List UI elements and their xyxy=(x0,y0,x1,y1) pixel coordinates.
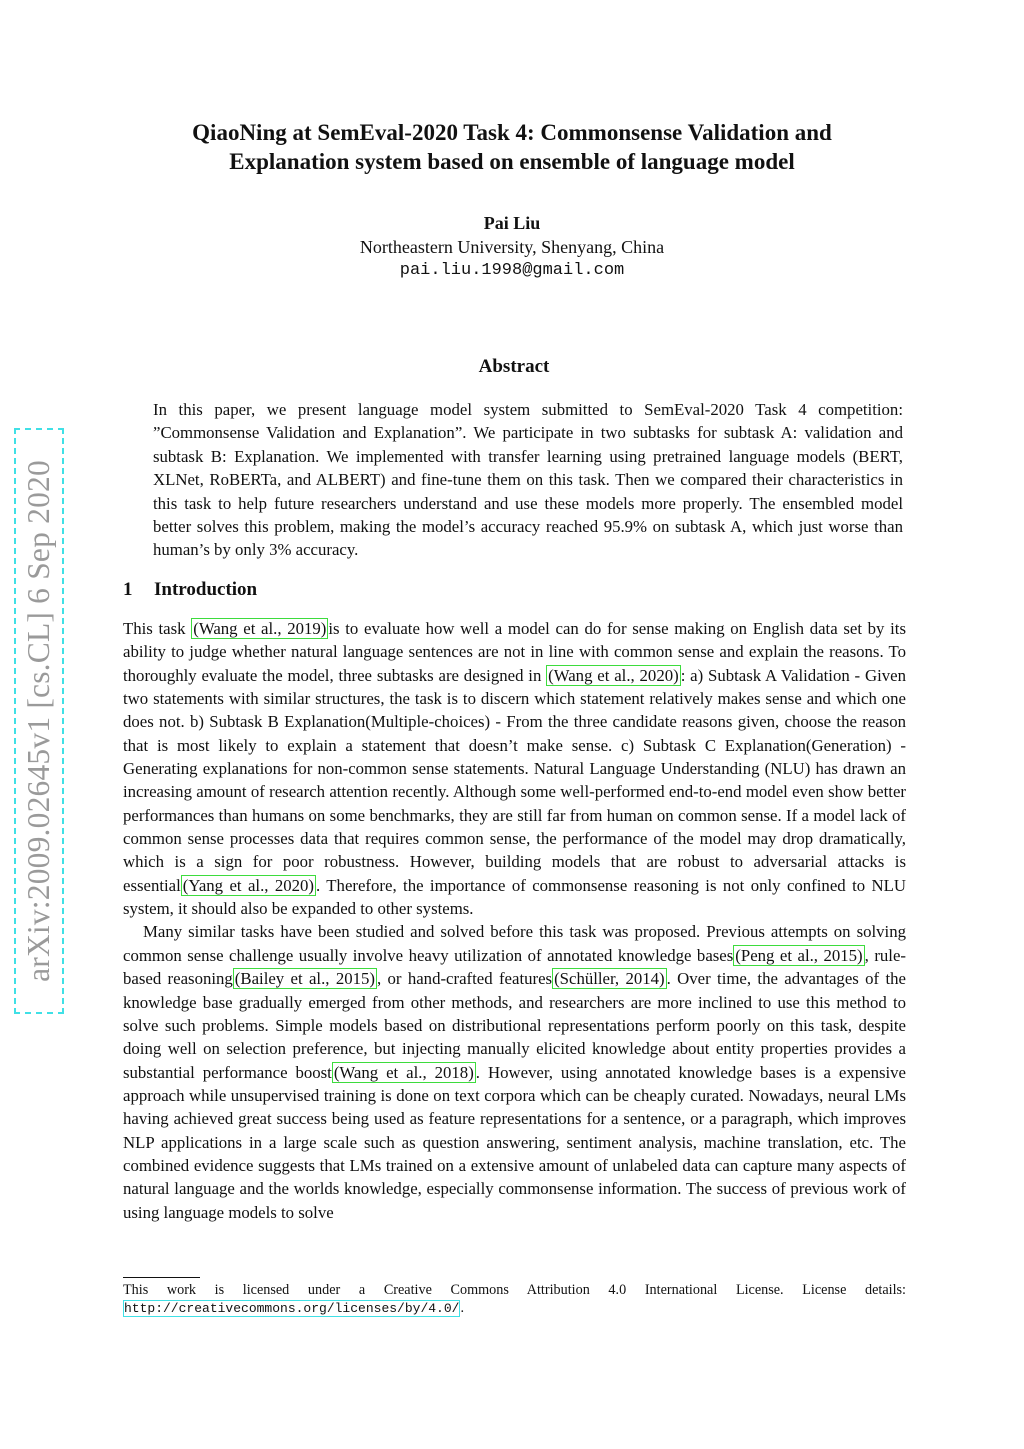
citation-link[interactable]: (Bailey et al., 2015) xyxy=(234,969,375,989)
footnote-tail: . xyxy=(460,1300,465,1316)
abstract-body: In this paper, we present language model system submitted to SemEval-2020 Task 4 competition: ”Commonsense Validation and Explanation”. We participate in two subtasks for subtask A: validation and subtask B: Explanation. We implemented with transfer learning using pretrained language models (BERT, XLNet, RoBERTa, and ALBERT) and fine-tune them on this task. Then we compared their characteristics in this task to help future researchers understand and use these models more properly. The ensembled model better solves this problem, making the model’s accuracy reached 95.9% on subtask A, which just worse than human’s by only 3% accuracy. xyxy=(153,400,903,560)
footnote-divider xyxy=(123,1277,200,1278)
p1-text-4: . Therefore, the importance of commonsense reasoning is not only confined to NLU system, it should also be expanded to other systems. xyxy=(123,875,907,919)
p1-text-3: : a) Subtask A Validation - Given two statements with similar structures, the task is to discern which statement relatively makes sense and which one does not. b) Subtask B Explanation(Multiple-choices) - From the three candidate reasons given, choose the reason that is most likely to explain a statement that doesn’t make sense. c) Subtask C Explanation(Generation) - Generating explanations for non-common sense statements. Natural Language Understanding (NLU) has drawn an increasing amount of research attention recently. Although some well-performed end-to-end model even show better performances than humans on some benchmarks, they are still far from human on common sense. If a model lack of common sense processes data that requires common sense, the performance of the model may drop dramatically, which is a sign for poor robustness. However, building models that are robust to adversarial attacks is essential xyxy=(123,665,906,895)
license-url-link[interactable]: http://creativecommons.org/licenses/by/4.0/ xyxy=(124,1301,460,1316)
paragraph-2 xyxy=(123,920,906,1223)
p2-text-4: . Over time, the advantages of the knowledge base gradually emerged from other methods, and researchers are more inclined to use this method to solve such problems. Simple models based on distributional representations perform poorly on this task, despite doing well on selection preference, but injecting manually elicited knowledge about entity properties provides a substantial performance boost xyxy=(123,969,906,1082)
p2-text-5: . However, using annotated knowledge bases is a expensive approach while unsupervised training is done on text corpora which can be cheaply curated. Nowadays, neural LMs having achieved great success being used as feature representations for a sentence, or a paragraph, which improves NLP applications in a large scale such as question answering, sentiment analysis, machine translation, etc. The combined evidence suggests that LMs trained on a extensive amount of unlabeled data can capture many aspects of natural language and the worlds knowledge, especially commonsense information. The success of previous work of using language models to solve xyxy=(123,1062,906,1222)
p1-text-1: This task xyxy=(123,619,192,638)
p1-text-2: is to evaluate how well a model can do for sense making on English data set by its ability to judge whether natural language sentences are not in line with common sense and explain the reasons. To thoroughly evaluate the model, three subtasks are designed in xyxy=(123,619,906,685)
p2-text-2: , rule-based reasoning xyxy=(123,945,906,989)
citation-link[interactable]: (Schüller, 2014) xyxy=(554,969,665,989)
license-footnote xyxy=(123,1281,906,1318)
paragraph-1 xyxy=(123,617,906,920)
paper-title xyxy=(0,118,1024,176)
title-line-1: QiaoNing at SemEval-2020 Task 4: Commonsense Validation and xyxy=(192,120,832,145)
author-block xyxy=(0,211,1024,283)
arxiv-identifier-stamp[interactable] xyxy=(14,428,64,1014)
title-line-2: Explanation system based on ensemble of language model xyxy=(229,149,795,174)
citation-link[interactable]: (Wang et al., 2020) xyxy=(548,665,679,685)
section-heading-introduction xyxy=(123,579,257,601)
citation-link[interactable]: (Yang et al., 2020) xyxy=(182,875,315,895)
introduction-body xyxy=(123,617,906,1224)
section-number: 1 xyxy=(123,579,133,600)
abstract-heading: Abstract xyxy=(478,356,550,377)
author-affiliation: Northeastern University, Shenyang, China xyxy=(359,237,665,257)
citation-link[interactable]: (Wang et al., 2018) xyxy=(333,1062,474,1082)
arxiv-identifier-text: arXiv:2009.02645v1 [cs.CL] 6 Sep 2020 xyxy=(21,460,56,982)
citation-link[interactable]: (Peng et al., 2015) xyxy=(735,945,863,965)
author-email[interactable]: pai.liu.1998@gmail.com xyxy=(399,261,625,280)
p2-text-1: Many similar tasks have been studied and solved before this task was proposed. Previous attempts on solving common sense challenge usually involve heavy utilization of annotated knowledge bases xyxy=(123,922,906,965)
citation-link[interactable]: (Wang et al., 2019) xyxy=(193,619,327,638)
section-title: Introduction xyxy=(154,579,258,600)
footnote-text: This work is licensed under a Creative Commons Attribution 4.0 International License. License details: xyxy=(123,1282,906,1298)
author-name: Pai Liu xyxy=(483,213,541,233)
p2-text-3: , or hand-crafted features xyxy=(376,969,553,989)
